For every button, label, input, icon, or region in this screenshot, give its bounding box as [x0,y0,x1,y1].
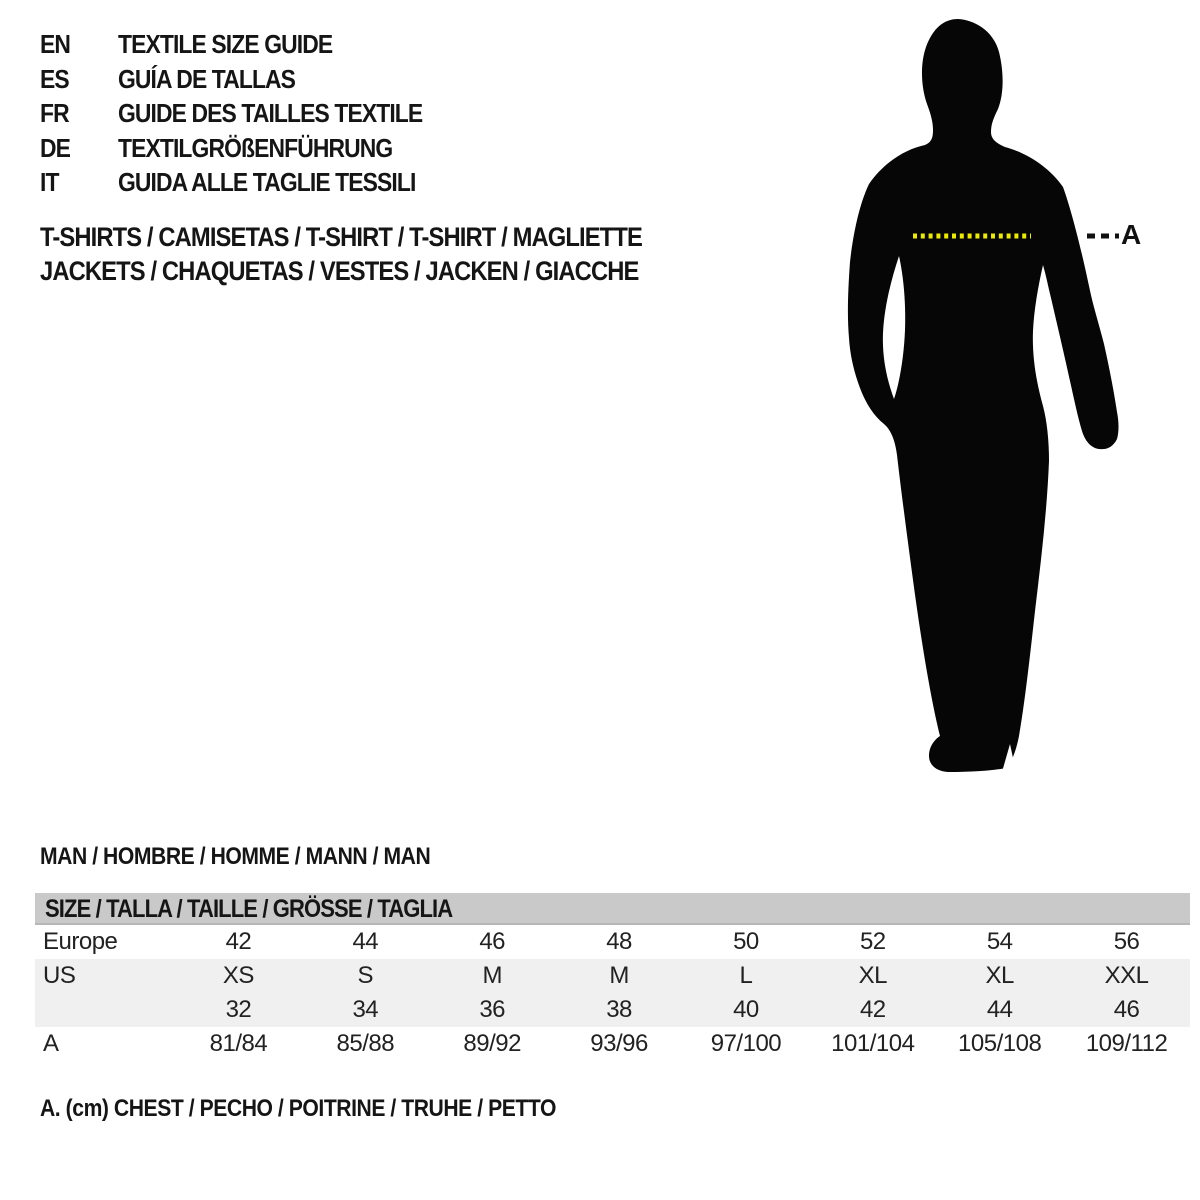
guide-title: TEXTILGRÖßENFÜHRUNG [118,132,393,163]
size-cell: M [609,962,629,989]
size-cell: 48 [606,928,632,955]
size-cell: 36 [479,996,506,1023]
section-title-man: MAN / HOMBRE / HOMME / MANN / MAN [40,843,431,870]
size-cell: XS [222,962,254,989]
size-cell: 109/112 [1085,1030,1168,1057]
size-cell: XL [985,962,1014,989]
category-line-tshirts: T-SHIRTS / CAMISETAS / T-SHIRT / T-SHIRT / MAGLIETTE [40,222,642,252]
size-cell: L [739,962,753,989]
size-table [35,893,1190,1061]
man-silhouette-figure [840,10,1150,780]
size-cell: 56 [1113,928,1140,955]
language-code: EN [40,29,71,59]
size-cell: M [482,962,502,989]
size-cell: 89/92 [463,1030,521,1057]
size-cell: 34 [352,996,379,1023]
language-code: ES [40,63,69,94]
table-row-europe [35,925,1190,959]
man-silhouette [848,19,1119,772]
language-code: FR [40,98,69,129]
size-cell: 105/108 [958,1030,1042,1057]
measure-label-a: A [1121,219,1142,250]
size-cell: 32 [225,996,252,1023]
size-cell: 52 [859,928,886,955]
size-table-header: SIZE / TALLA / TAILLE / GRÖSSE / TAGLIA [35,893,1190,925]
row-label: Europe [43,928,118,955]
table-row-us [35,959,1190,993]
size-cell: 97/100 [710,1030,782,1057]
language-row-it [40,169,464,204]
language-row-es [40,63,464,101]
size-cell: XXL [1104,962,1149,989]
measurement-footnote: A. (cm) CHEST / PECHO / POITRINE / TRUHE / PETTO [40,1095,556,1122]
row-label: US [43,962,76,989]
size-cell: S [357,962,374,989]
size-cell: 42 [859,996,886,1023]
guide-title: GUIDE DES TAILLES TEXTILE [118,98,423,129]
guide-title: GUIDA ALLE TAGLIE TESSILI [118,167,416,198]
language-code: DE [40,132,71,163]
language-title-list [40,31,464,204]
size-cell: 40 [733,996,759,1023]
table-row-alt-numeric [35,993,1190,1027]
size-cell: 42 [225,928,252,955]
size-cell: 44 [986,996,1013,1023]
category-line-jackets: JACKETS / CHAQUETAS / VESTES / JACKEN / GIACCHE [40,255,639,286]
size-cell: 85/88 [336,1030,395,1057]
row-label: A [43,1030,59,1057]
guide-title: TEXTILE SIZE GUIDE [118,29,333,59]
garment-categories [40,221,724,288]
size-cell: XL [858,962,887,989]
size-cell: 38 [606,996,632,1023]
size-cell: 81/84 [209,1030,268,1057]
size-cell: 54 [986,928,1013,955]
size-cell: 46 [1113,996,1140,1023]
size-cell: 44 [352,928,379,955]
language-row-en [40,31,464,66]
size-cell: 93/96 [590,1030,648,1057]
size-cell: 46 [479,928,506,955]
table-row-chest-a [35,1027,1190,1061]
language-code: IT [40,167,59,198]
language-row-fr [40,100,464,135]
size-cell: 50 [733,928,759,955]
guide-title: GUÍA DE TALLAS [118,63,296,94]
language-row-de [40,132,464,170]
size-cell: 101/104 [831,1030,915,1057]
